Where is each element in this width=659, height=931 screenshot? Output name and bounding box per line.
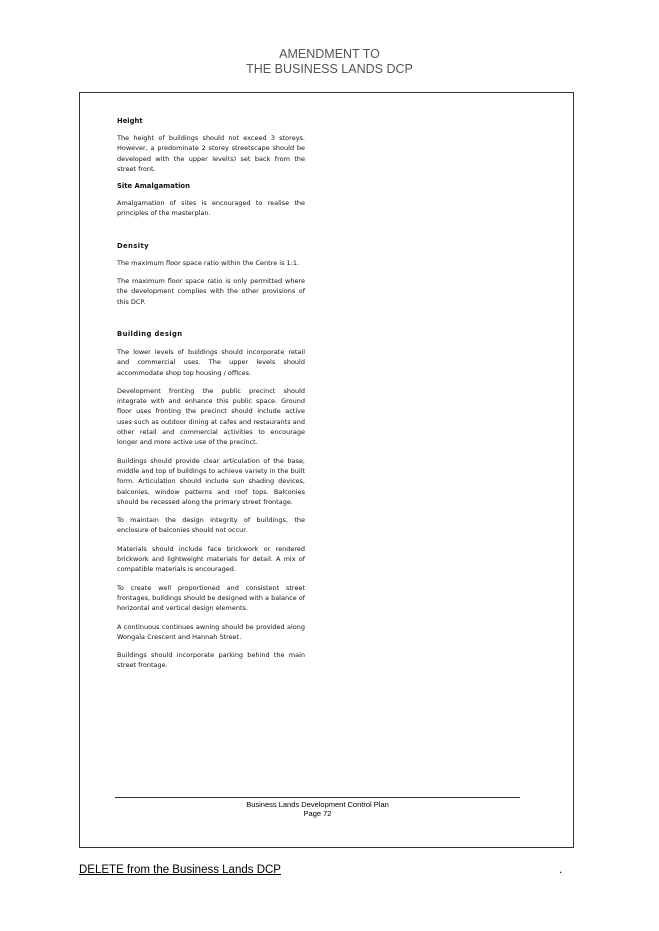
section-paragraph: The height of buildings should not exceed 3 storeys. However, a predominate 2 storey streetscape should be developed with the upper level(s) set back from the street front. bbox=[117, 134, 305, 173]
section-paragraph: Materials should include face brickwork or rendered brickwork and lightweight materials for detail. A mix of compatible materials is encouraged. bbox=[117, 544, 305, 574]
section-paragraph: Development fronting the public precinct should integrate with and enhance this public space. Ground floor uses fronting the precinct should include active uses such as outdoor dining at cafes and restaurants and other retail and commercial activities to encourage longer and more active use of the precinct. bbox=[117, 386, 305, 447]
section-heading: Building design bbox=[117, 329, 183, 338]
section-paragraph: The maximum floor space ratio within the Centre is 1:1. bbox=[117, 258, 300, 267]
document-body bbox=[117, 116, 305, 671]
header-line-2: THE BUSINESS LANDS DCP bbox=[246, 62, 413, 76]
header-line-1: AMENDMENT TO bbox=[279, 47, 380, 61]
section-paragraph: Buildings should incorporate parking behind the main street frontage. bbox=[117, 651, 305, 670]
page-header bbox=[0, 47, 659, 77]
section-paragraph: A continuous continues awning should be provided along Wongala Crescent and Hannah Street. bbox=[117, 622, 305, 641]
section-paragraph: The maximum floor space ratio is only permitted where the development complies with the other provisions of this DCP. bbox=[117, 277, 305, 306]
delete-note bbox=[79, 864, 562, 877]
section-heading: Site Amalgamation bbox=[117, 182, 190, 191]
page-footer bbox=[115, 800, 520, 818]
section-paragraph: To maintain the design integrity of buildings, the enclosure of balconies should not occur. bbox=[117, 516, 305, 535]
section-paragraph: To create well proportioned and consistent street frontages, buildings should be designed with a balance of horizontal and vertical design elements. bbox=[117, 583, 305, 613]
section-heading: Density bbox=[117, 241, 149, 250]
section-paragraph: The lower levels of buildings should incorporate retail and commercial uses. The upper levels should accommodate shop top housing / offices. bbox=[117, 347, 305, 377]
footer-divider bbox=[115, 797, 520, 798]
section-paragraph: Buildings should provide clear articulation of the base, middle and top of buildings to achieve variety in the built form. Articulation should include sun shading devices, balconies, window patterns and roof tops. Balconies should be recessed along the primary street frontage. bbox=[117, 456, 305, 506]
delete-note-text: DELETE from the Business Lands DCP bbox=[79, 864, 281, 876]
footer-page-number: Page 72 bbox=[303, 809, 332, 818]
section-paragraph: Amalgamation of sites is encouraged to realise the principles of the masterplan. bbox=[117, 199, 305, 218]
section-heading: Height bbox=[117, 117, 143, 125]
delete-note-trail: . bbox=[559, 864, 563, 876]
footer-title: Business Lands Development Control Plan bbox=[246, 800, 389, 809]
